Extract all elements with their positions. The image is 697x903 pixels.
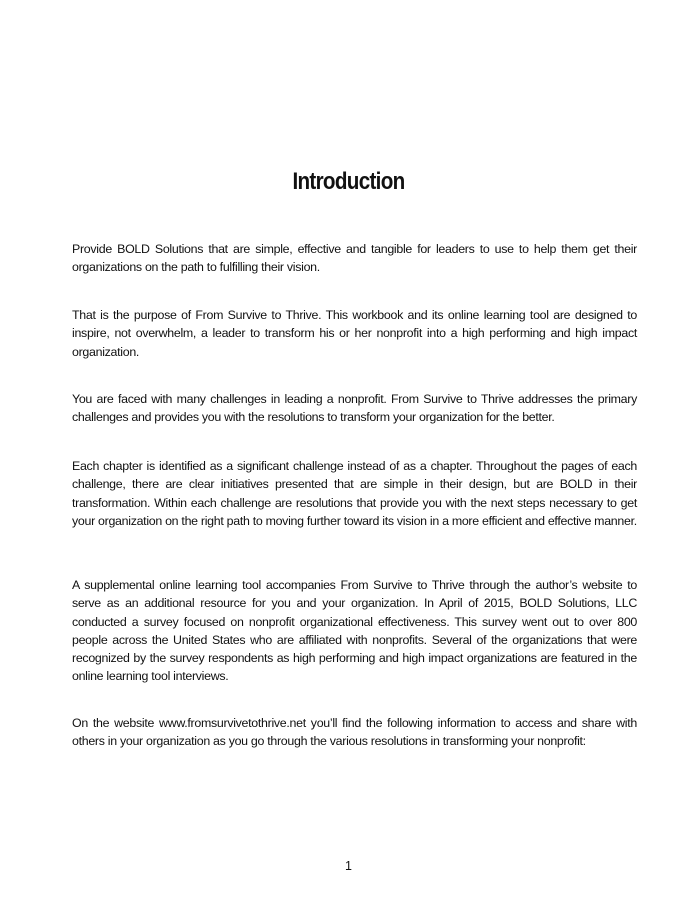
intro-paragraph-3: You are faced with many challenges in leading a nonprofit. From Survive to Thrive addresses the primary challenges and provides you with the resolutions to transform your organization for the better. xyxy=(72,392,637,425)
intro-paragraph-5: A supplemental online learning tool accompanies From Survive to Thrive through the author’s website to serve as an additional resource for you and your organization. In April of 2015, BOLD Solutions, LLC conducted a survey focused on nonprofit organizational effectiveness. This survey went out to over 800 people across the United States who are affiliated with nonprofits. Several of the organizations that were recognized by the survey respondents as high performing and high impact organizations are featured in the online learning tool interviews. xyxy=(72,578,637,684)
intro-paragraph-2: That is the purpose of From Survive to Thrive. This workbook and its online learning tool are designed to inspire, not overwhelm, a leader to transform his or her nonprofit into a high performing and high impact organization. xyxy=(72,308,637,359)
intro-paragraph-4: Each chapter is identified as a significant challenge instead of as a chapter. Throughout the pages of each challenge, there are clear initiatives presented that are simple in their design, but are BOLD in their transformation. Within each challenge are resolutions that provide you with the next steps necessary to get your organization on the right path to moving further toward its vision in a more efficient and effective manner. xyxy=(72,459,637,528)
intro-paragraph-1: Provide BOLD Solutions that are simple, effective and tangible for leaders to use to help them get their organizations on the path to fulfilling their vision. xyxy=(72,242,637,275)
intro-paragraph-6: On the website www.fromsurvivetothrive.net you’ll find the following information to access and share with others in your organization as you go through the various resolutions in transforming your nonprofit: xyxy=(72,716,637,749)
page-number: 1 xyxy=(345,859,352,873)
page-title: Introduction xyxy=(292,168,405,195)
